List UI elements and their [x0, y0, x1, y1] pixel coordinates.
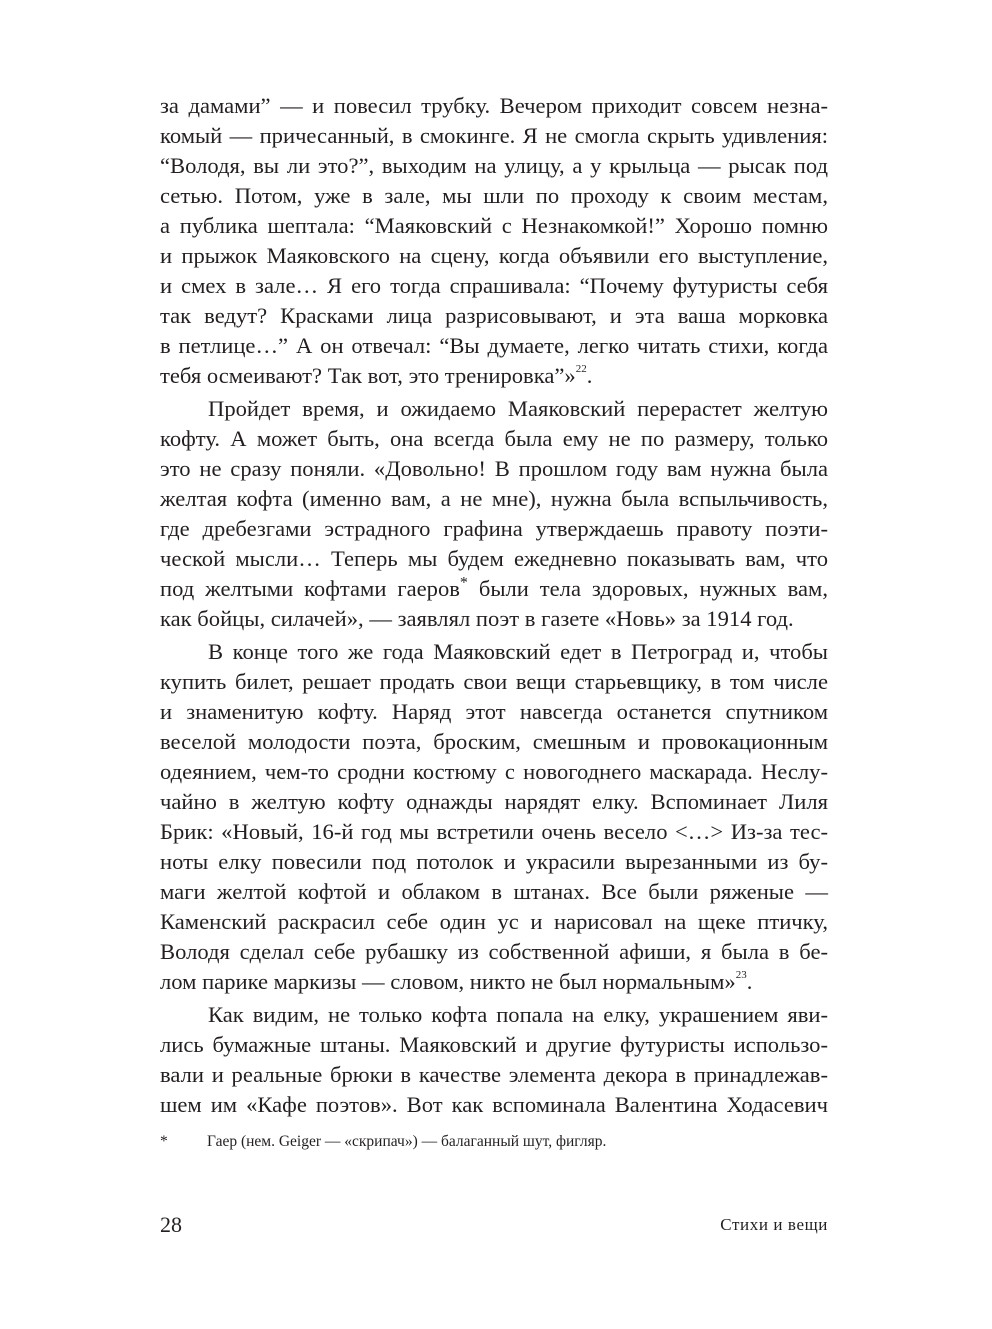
line-end-punct: .: [746, 969, 753, 994]
text-line: желтая кофта (именно вам, а не мне), нужна была вспыльчивость,: [160, 486, 828, 511]
text-line: и прыжок Маяковского на сцену, когда объявили его выступление,: [160, 243, 828, 268]
text-line: и смех в зале… Я его тогда спрашивала: “Почему футуристы себя: [160, 273, 828, 298]
running-title: Стихи и вещи: [720, 1215, 828, 1234]
text-line: маги желтой кофтой и облаком в штанах. Все были ряженые —: [160, 879, 828, 904]
footnote-ref: 22: [575, 363, 587, 376]
text-line: купить билет, решает продать свои вещи старьевщику, в том числе: [160, 669, 828, 694]
text-line: так ведут? Красками лица разрисовывают, и эта ваша морковка: [160, 303, 828, 328]
text-line: вали и реальные брюки в качестве элемента декора в принадлежав-: [160, 1062, 828, 1087]
text-line: [160, 574, 828, 604]
line-text: под желтыми кофтами гаеров: [160, 576, 460, 601]
footnote-asterisk: *: [459, 574, 468, 592]
text-line: как бойцы, силачей», — заявлял поэт в газете «Новь» за 1914 год.: [160, 606, 794, 631]
text-line: Пройдет время, и ожидаемо Маяковский перерастет желтую: [208, 396, 828, 421]
footnote-ref: 23: [735, 969, 747, 982]
text-line: [160, 967, 828, 997]
text-line: чайно в желтую кофту однажды нарядят елку. Вспоминает Лиля: [160, 789, 828, 814]
text-line: это не сразу поняли. «Довольно! В прошлом году вам нужна была: [160, 456, 828, 481]
text-line: веселой молодости поэта, броским, смешным и провокационным: [160, 729, 828, 754]
text-line: и знаменитую кофту. Наряд этот навсегда останется спутником: [160, 699, 828, 724]
text-line: Как видим, не только кофта попала на елку, украшением яви-: [208, 1002, 828, 1027]
footnote-mark: *: [160, 1133, 168, 1150]
text-line: [160, 361, 828, 391]
text-line: Каменский раскрасил себе один ус и нарисовал на щеке птичку,: [160, 909, 828, 934]
footnote-text: Гаер (нем. Geiger — «скрипач») — балаганный шут, фигляр.: [207, 1133, 607, 1150]
main-text: [160, 91, 828, 1120]
text-line: В конце того же года Маяковский едет в Петроград и, чтобы: [208, 639, 828, 664]
text-line: одеянием, чем-то сродни костюму с новогоднего маскарада. Неслу-: [160, 759, 828, 784]
text-line: лись бумажные штаны. Маяковский и другие футуристы использо-: [160, 1032, 828, 1057]
text-line: “Володя, вы ли это?”, выходим на улицу, а у крыльца — рысак под: [160, 153, 828, 178]
line-text: были тела здоровых, нужных вам,: [467, 576, 828, 601]
page-number: 28: [160, 1212, 182, 1237]
line-text: лом парике маркизы — словом, никто не был нормальным»: [160, 969, 736, 994]
text-line: где дребезгами эстрадного графина утверждаешь правоту поэти-: [160, 516, 828, 541]
text-line: шем им «Кафе поэтов». Вот как вспоминала Валентина Ходасевич: [160, 1092, 828, 1117]
text-line: за дамами” — и повесил трубку. Вечером приходит совсем незна-: [160, 93, 828, 118]
text-line: Брик: «Новый, 16-й год мы встретили очень весело <…> Из-за тес-: [160, 819, 828, 844]
text-line: ноты елку повесили под потолок и украсили вырезанными из бу-: [160, 849, 828, 874]
text-line: сетью. Потом, уже в зале, мы шли по проходу к своим местам,: [160, 183, 828, 208]
text-line: кофту. А может быть, она всегда была ему не по размеру, только: [160, 426, 828, 451]
line-end-punct: .: [586, 363, 593, 388]
text-line: комый — причесанный, в смокинге. Я не смогла скрыть удивления:: [160, 123, 828, 148]
text-line: ческой мысли… Теперь мы будем ежедневно показывать вам, что: [160, 546, 828, 571]
line-text: тебя осмеивают? Так вот, это тренировка”»: [160, 363, 576, 388]
text-line: Володя сделал себе рубашку из собственной афиши, я была в бе-: [160, 939, 828, 964]
text-line: в петлице…” А он отвечал: “Вы думаете, легко читать стихи, когда: [160, 333, 828, 358]
text-line: а публика шептала: “Маяковский с Незнакомкой!” Хорошо помню: [160, 213, 828, 238]
